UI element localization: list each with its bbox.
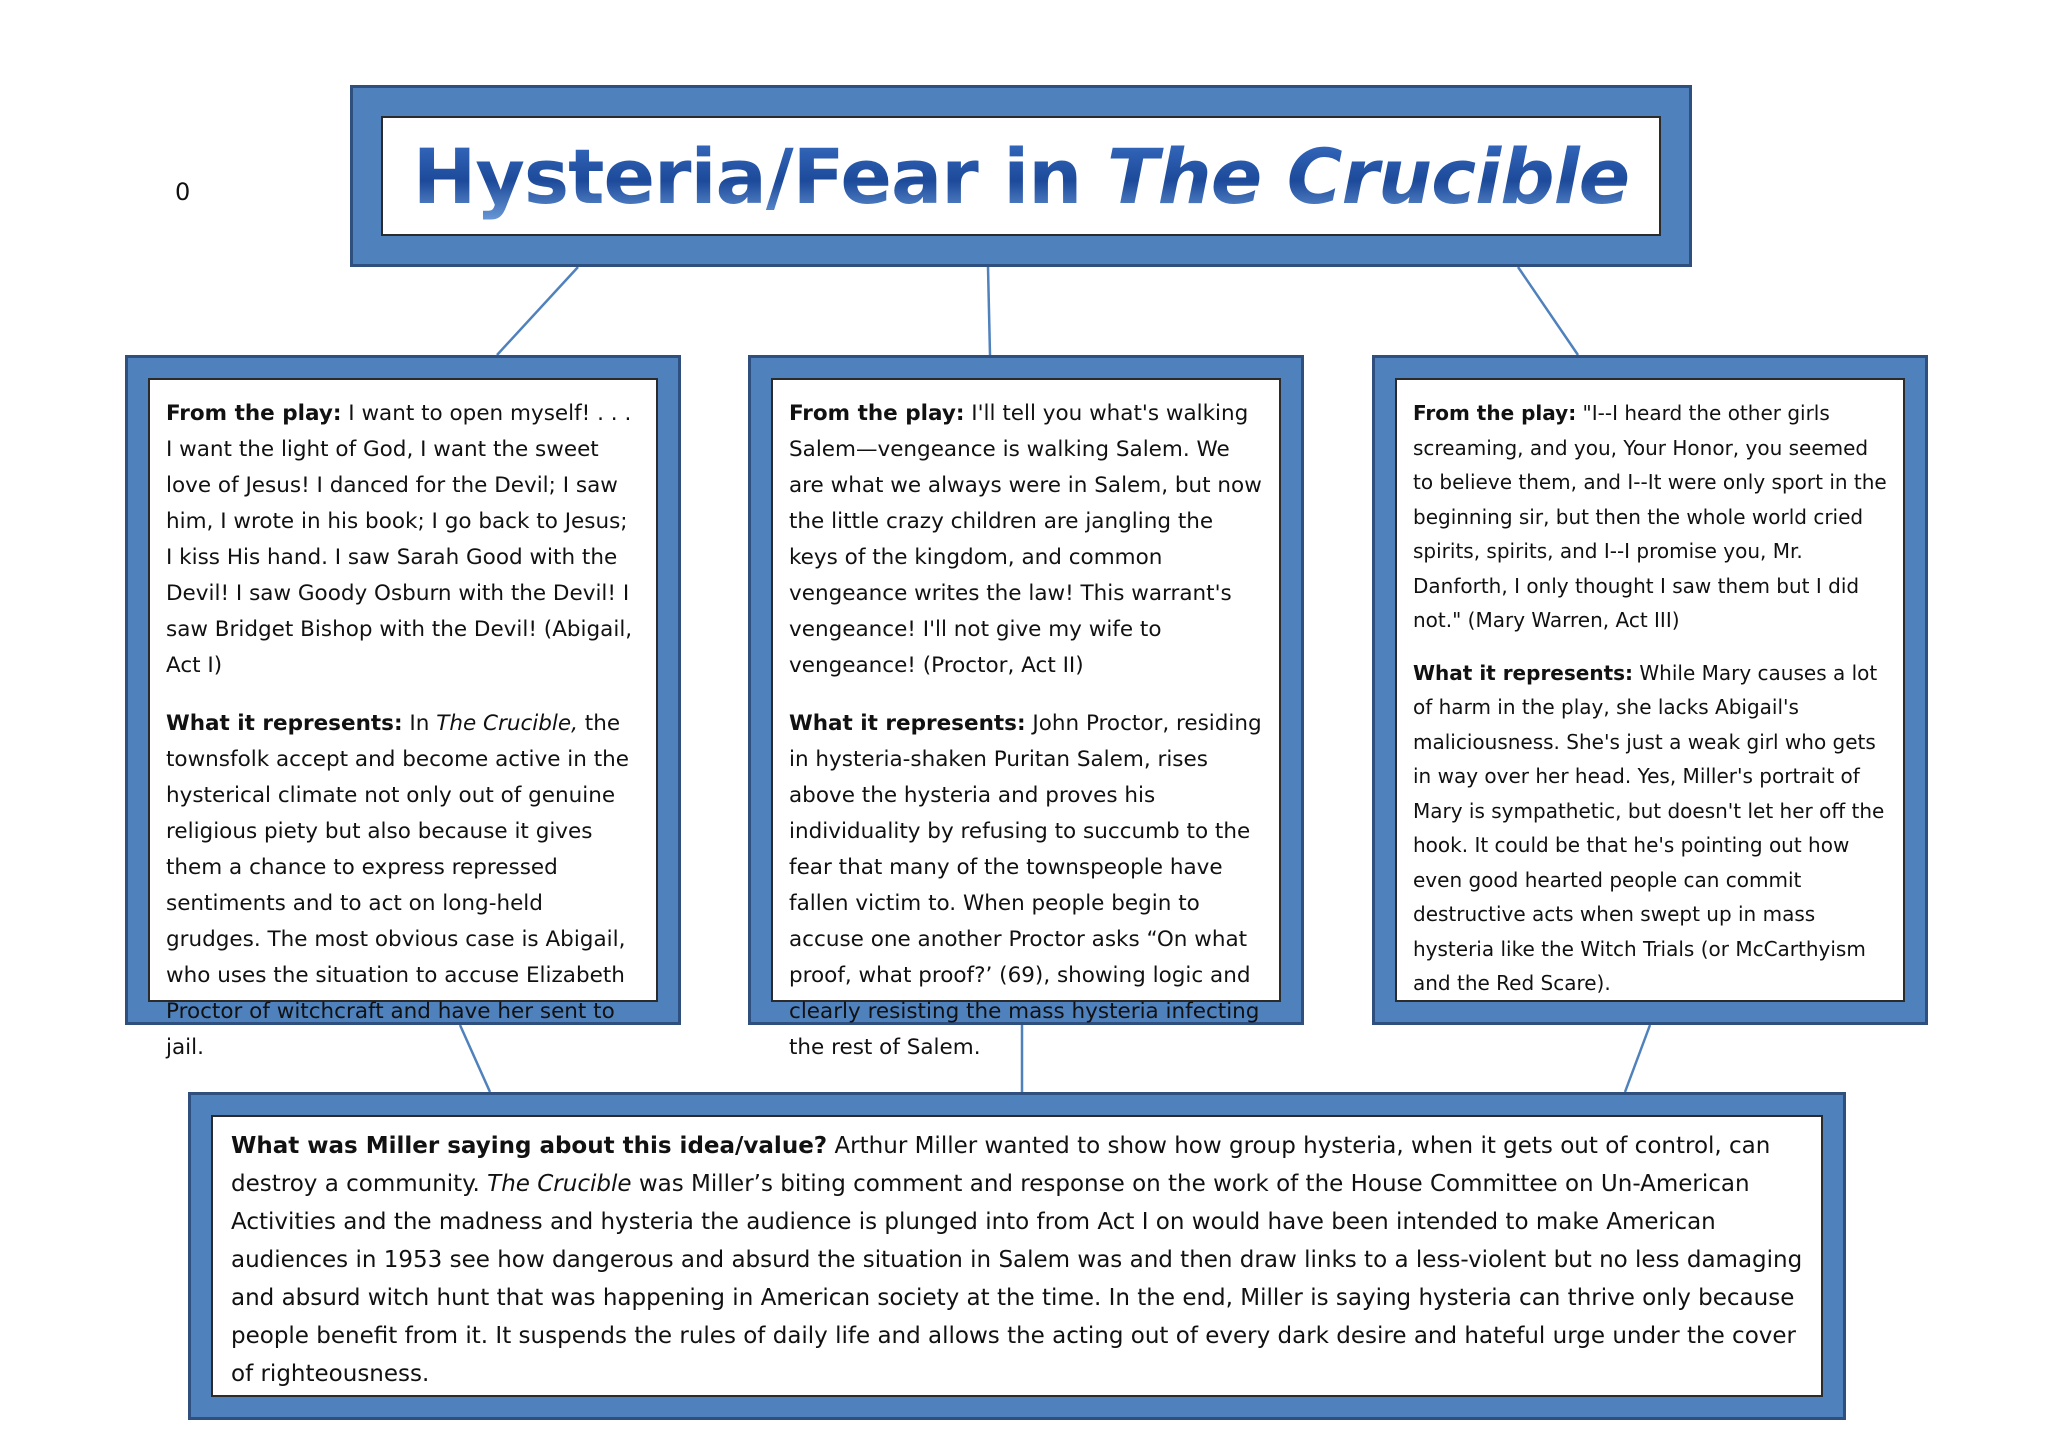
play-text: I want to open myself! . . . I want the light of God, I want the sweet love of Jesus! I danced for the Devil; I saw him, I wrote in his book; I go back to Jesus; I kiss His hand. I saw Sarah Good with the Devil! I saw Goody Osburn with the Devil! I saw Bridget Bishop with the Devil! (Abigail, Act I) [166,401,633,678]
rep-italic: The Crucible, [436,711,578,736]
summary-box [211,1115,1823,1397]
from-the-play [1413,396,1887,638]
connector-title-box3 [1518,267,1578,355]
quote-box-proctor [748,355,1304,1060]
title-main: Hysteria/Fear in [412,131,1107,221]
play-text: I'll tell you what's walking Salem—vengeance is walking Salem. We are what we always were in Salem, but now the little crazy children are jangling the keys of the kingdom, and common vengeance writes the law! This warrant's vengeance! I'll not give my wife to vengeance! (Proctor, Act II) [789,401,1262,678]
summary-text-2: was Miller’s biting comment and response on the work of the House Committee on Un-American Activities and the madness and hysteria the audience is plunged into from Act I on would have been intended to make American audiences in 1953 see how dangerous and absurd the situation in Salem was and then draw links to a less-violent but no less damaging and absurd witch hunt that was happening in American society at the time. In the end, Miller is saying hysteria can thrive only because people benefit from it. It suspends the rules of daily life and allows the acting out of every dark desire and hateful urge under the cover of righteousness. [231,1171,1803,1387]
summary-italic: The Crucible [487,1171,632,1197]
rep-text: John Proctor, residing in hysteria-shaken Puritan Salem, rises above the hysteria and proves his individuality by refusing to succumb to the fear that many of the townspeople have fallen victim to. When people begin to accuse one another Proctor asks “On what proof, what proof?’ (69), showing logic and clearly resisting the mass hysteria infecting the rest of Salem. [789,711,1262,1060]
summary-text [231,1127,1803,1393]
play-label: From the play: [789,401,965,426]
what-it-represents [166,706,640,1066]
summary-frame [188,1092,1846,1420]
rep-label: What it represents: [789,711,1026,736]
play-text: "I--I heard the other girls screaming, and you, Your Honor, you seemed to believe them, and I--It were only sport in the beginning sir, but then the whole world cried spirits, spirits, and I--I promise you, Mr. Danforth, I only thought I saw them but I did not." (Mary Warren, Act III) [1413,401,1887,632]
page-title [413,132,1629,221]
quote-box-content [148,378,658,1060]
quote-box-abigail [125,355,681,1060]
title-box [381,116,1661,236]
what-it-represents [789,706,1263,1066]
play-label: From the play: [1413,401,1577,425]
quote-box-content [771,378,1281,1060]
connector-title-box2 [988,267,990,355]
page-number: 0 [175,178,191,206]
connector-title-box1 [497,267,578,355]
play-label: From the play: [166,401,342,426]
rep-text: the townsfolk accept and become active in the hysterical climate not only out of genuine religious piety but also because it gives them a chance to express repressed sentiments and to act on long-held grudges. The most obvious case is Abigail, who uses the situation to accuse Elizabeth Proctor of witchcraft and have her sent to jail. [166,711,629,1060]
summary-text-1: Arthur Miller wanted to show how group hysteria, when it gets out of control, can destroy a community. [231,1133,1771,1197]
rep-text: While Mary causes a lot of harm in the play, she lacks Abigail's maliciousness. She's just a weak girl who gets in way over her head. Yes, Miller's portrait of Mary is sympathetic, but doesn't let her off the hook. It could be that he's pointing out how even good hearted people can commit destructive acts when swept up in mass hysteria like the Witch Trials (or McCarthyism and the Red Scare). [1413,660,1885,995]
connector-box3-summary [1625,1025,1650,1092]
rep-label: What it represents: [1413,660,1634,685]
quote-box-content [1395,378,1905,1002]
what-it-represents [1413,656,1887,1001]
rep-label: What it represents: [166,711,403,736]
from-the-play [789,396,1263,684]
title-frame [350,85,1692,267]
quote-box-mary-warren [1372,355,1928,1025]
summary-label: What was Miller saying about this idea/value? [231,1133,828,1159]
title-italic: The Crucible [1106,131,1630,221]
from-the-play [166,396,640,684]
rep-pre: In [402,711,437,736]
